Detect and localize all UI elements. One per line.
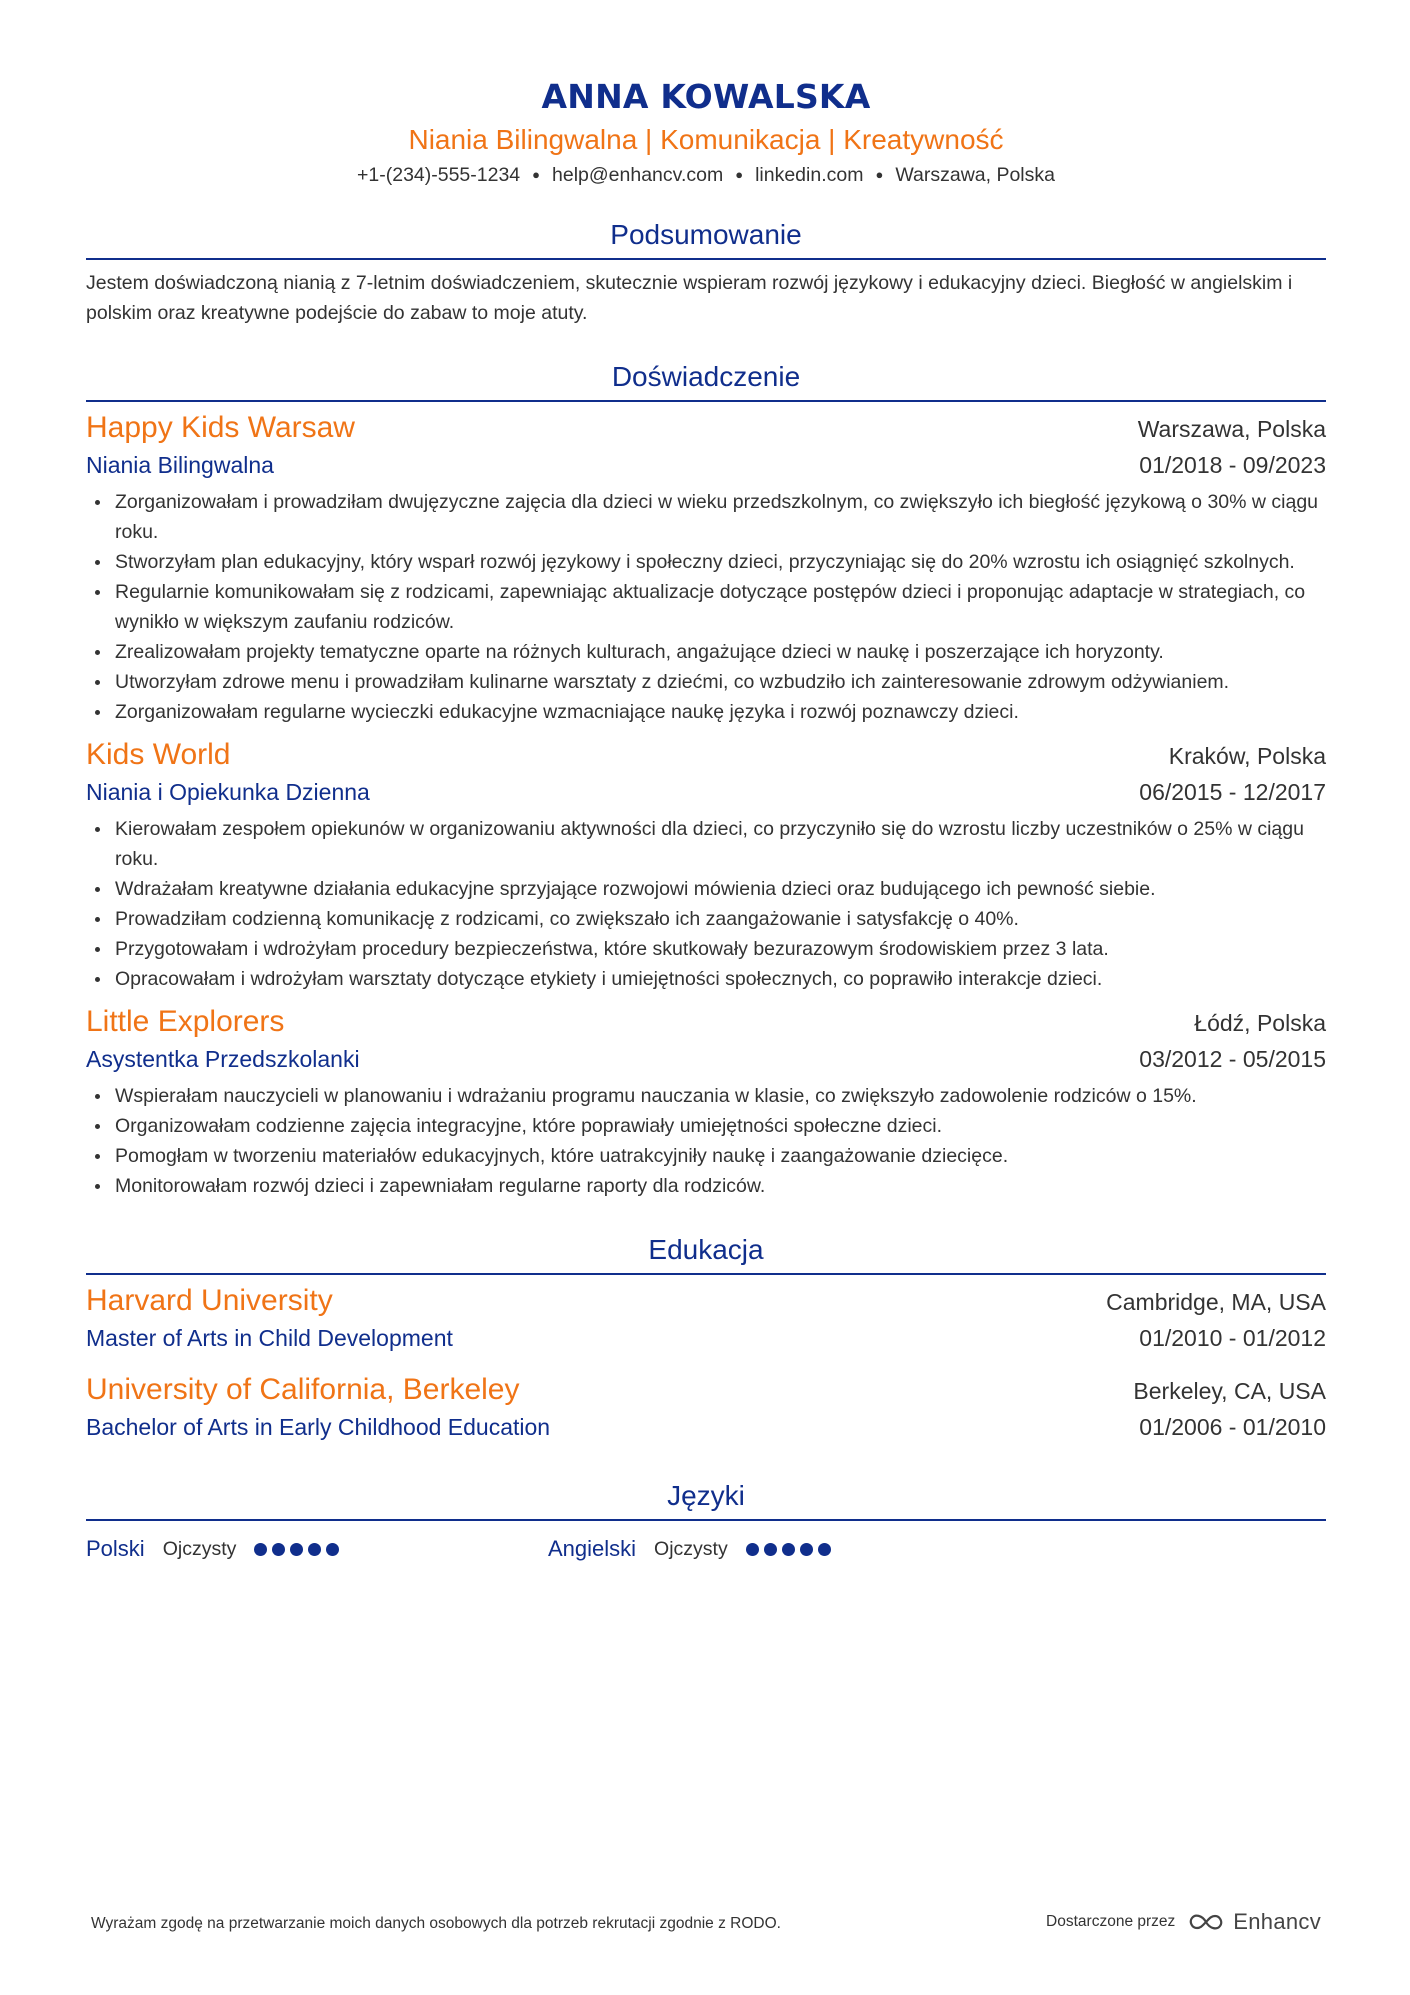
- company-name: Happy Kids Warsaw: [86, 411, 355, 444]
- entry-header: [86, 1281, 1326, 1322]
- language-item: [86, 1536, 548, 1562]
- entry-location: Łódź, Polska: [1194, 1010, 1326, 1036]
- entry-subheader: [86, 1411, 1326, 1443]
- entry-location: Warszawa, Polska: [1137, 416, 1326, 442]
- job-title: Asystentka Przedszkolanki: [86, 1046, 360, 1072]
- bullet-separator-icon: ●: [875, 167, 884, 182]
- list-item: Pomogłam w tworzeniu materiałów edukacyjnych, które uatrakcyjniły naukę i zaangażowanie dziecięce.: [86, 1141, 1326, 1171]
- language-level: Ojczysty: [162, 1537, 237, 1560]
- footer-branding[interactable]: [1046, 1909, 1321, 1935]
- contact-location: Warszawa, Polska: [895, 164, 1055, 186]
- entry-subheader: [86, 776, 1326, 808]
- rating-dot-icon: [290, 1543, 303, 1556]
- resume-header: [86, 76, 1326, 190]
- education-entry: [86, 1370, 1326, 1443]
- rating-dot-icon: [326, 1543, 339, 1556]
- entry-dates: 01/2010 - 01/2012: [1139, 1325, 1326, 1351]
- language-name: Angielski: [548, 1536, 637, 1561]
- achievement-list: [86, 487, 1326, 727]
- language-rating: [746, 1543, 831, 1556]
- company-name: Little Explorers: [86, 1005, 285, 1038]
- page-footer: [91, 1905, 1321, 1945]
- list-item: Kierowałam zespołem opiekunów w organizowaniu aktywności dla dzieci, co przyczyniło się do wzrostu liczby uczestników o 25% w ciągu roku.: [86, 814, 1326, 874]
- section-title-experience: Doświadczenie: [86, 358, 1326, 402]
- rating-dot-icon: [818, 1543, 831, 1556]
- experience-entry: [86, 1002, 1326, 1201]
- language-item: [548, 1536, 1010, 1562]
- rating-dot-icon: [782, 1543, 795, 1556]
- languages-list: [86, 1529, 1326, 1569]
- list-item: Zorganizowałam i prowadziłam dwujęzyczne zajęcia dla dzieci w wieku przedszkolnym, co zwiększyło ich biegłość językową o 30% w ciągu roku.: [86, 487, 1326, 547]
- company-name: Kids World: [86, 738, 231, 771]
- list-item: Utworzyłam zdrowe menu i prowadziłam kulinarne warsztaty z dziećmi, co wzbudziło ich zainteresowanie zdrowym odżywianiem.: [86, 667, 1326, 697]
- section-title-languages: Języki: [86, 1477, 1326, 1521]
- list-item: Monitorowałam rozwój dzieci i zapewniałam regularne raporty dla rodziców.: [86, 1171, 1326, 1201]
- gdpr-consent-text: Wyrażam zgodę na przetwarzanie moich danych osobowych dla potrzeb rekrutacji zgodnie z RODO.: [91, 1915, 781, 1932]
- entry-dates: 01/2006 - 01/2010: [1139, 1414, 1326, 1440]
- entry-dates: 01/2018 - 09/2023: [1139, 452, 1326, 478]
- list-item: Wspierałam nauczycieli w planowaniu i wdrażaniu programu nauczania w klasie, co zwiększyło zadowolenie rodziców o 15%.: [86, 1081, 1326, 1111]
- entry-header: [86, 408, 1326, 449]
- contact-email[interactable]: help@enhancv.com: [552, 164, 724, 186]
- contact-phone: +1-(234)-555-1234: [357, 164, 521, 186]
- entry-dates: 03/2012 - 05/2015: [1139, 1046, 1326, 1072]
- education-section: [86, 1231, 1326, 1443]
- contact-line: [86, 160, 1326, 190]
- list-item: Zorganizowałam regularne wycieczki edukacyjne wzmacniające naukę języka i rozwój poznawczy dzieci.: [86, 697, 1326, 727]
- job-title: Niania i Opiekunka Dzienna: [86, 779, 370, 805]
- candidate-headline: Niania Bilingwalna | Komunikacja | Kreatywność: [408, 124, 1004, 155]
- list-item: Regularnie komunikowałam się z rodzicami, zapewniając aktualizacje dotyczące postępów dzieci i proponując adaptacje w strategiach, co wynikło w większym zaufaniu rodziców.: [86, 577, 1326, 637]
- language-level: Ojczysty: [654, 1537, 728, 1560]
- section-title-summary: Podsumowanie: [86, 216, 1326, 260]
- education-entry: [86, 1281, 1326, 1354]
- languages-section: [86, 1477, 1326, 1569]
- list-item: Przygotowałam i wdrożyłam procedury bezpieczeństwa, które skutkowały bezurazowym środowiskiem przez 3 lata.: [86, 934, 1326, 964]
- degree-name: Master of Arts in Child Development: [86, 1325, 453, 1351]
- entry-header: [86, 1370, 1326, 1411]
- enhancv-infinity-logo-icon: [1187, 1911, 1225, 1933]
- entry-location: Berkeley, CA, USA: [1133, 1378, 1326, 1404]
- rating-dot-icon: [800, 1543, 813, 1556]
- entry-subheader: [86, 1043, 1326, 1075]
- achievement-list: [86, 1081, 1326, 1201]
- brand-name: Enhancv: [1233, 1909, 1321, 1934]
- entry-dates: 06/2015 - 12/2017: [1139, 779, 1326, 805]
- list-item: Organizowałam codzienne zajęcia integracyjne, które poprawiały umiejętności społeczne dzieci.: [86, 1111, 1326, 1141]
- rating-dot-icon: [272, 1543, 285, 1556]
- language-rating: [254, 1543, 339, 1556]
- summary-section: [86, 216, 1326, 328]
- language-name: Polski: [86, 1536, 145, 1561]
- list-item: Prowadziłam codzienną komunikację z rodzicami, co zwiększało ich zaangażowanie i satysfakcję o 40%.: [86, 904, 1326, 934]
- rating-dot-icon: [254, 1543, 267, 1556]
- job-title: Niania Bilingwalna: [86, 452, 274, 478]
- entry-subheader: [86, 1322, 1326, 1354]
- entry-location: Cambridge, MA, USA: [1106, 1289, 1326, 1315]
- list-item: Wdrażałam kreatywne działania edukacyjne sprzyjające rozwojowi mówienia dzieci oraz budującego ich pewność siebie.: [86, 874, 1326, 904]
- contact-linkedin[interactable]: linkedin.com: [755, 164, 864, 186]
- list-item: Opracowałam i wdrożyłam warsztaty dotyczące etykiety i umiejętności społecznych, co poprawiło interakcje dzieci.: [86, 964, 1326, 994]
- experience-section: [86, 358, 1326, 1201]
- bullet-separator-icon: ●: [532, 167, 541, 182]
- summary-text: Jestem doświadczoną nianią z 7-letnim doświadczeniem, skutecznie wspieram rozwój językowy i edukacyjny dzieci. Biegłość w angielskim i polskim oraz kreatywne podejście do zabaw to moje atuty.: [86, 272, 1293, 324]
- school-name: University of California, Berkeley: [86, 1373, 520, 1406]
- rating-dot-icon: [308, 1543, 321, 1556]
- candidate-name: ANNA KOWALSKA: [541, 77, 871, 116]
- degree-name: Bachelor of Arts in Early Childhood Education: [86, 1414, 551, 1440]
- rating-dot-icon: [764, 1543, 777, 1556]
- powered-by-label: Dostarczone przez: [1046, 1913, 1176, 1930]
- resume-content: [86, 76, 1326, 1569]
- entry-header: [86, 1002, 1326, 1043]
- section-title-education: Edukacja: [86, 1231, 1326, 1275]
- entry-location: Kraków, Polska: [1168, 743, 1326, 769]
- achievement-list: [86, 814, 1326, 994]
- bullet-separator-icon: ●: [735, 167, 744, 182]
- school-name: Harvard University: [86, 1284, 333, 1317]
- rating-dot-icon: [746, 1543, 759, 1556]
- experience-entry: [86, 408, 1326, 727]
- experience-entry: [86, 735, 1326, 994]
- entry-header: [86, 735, 1326, 776]
- list-item: Stworzyłam plan edukacyjny, który wsparł rozwój językowy i społeczny dzieci, przyczyniając się do 20% wzrostu ich osiągnięć szkolnych.: [86, 547, 1326, 577]
- entry-subheader: [86, 449, 1326, 481]
- list-item: Zrealizowałam projekty tematyczne oparte na różnych kulturach, angażujące dzieci w naukę i poszerzające ich horyzonty.: [86, 637, 1326, 667]
